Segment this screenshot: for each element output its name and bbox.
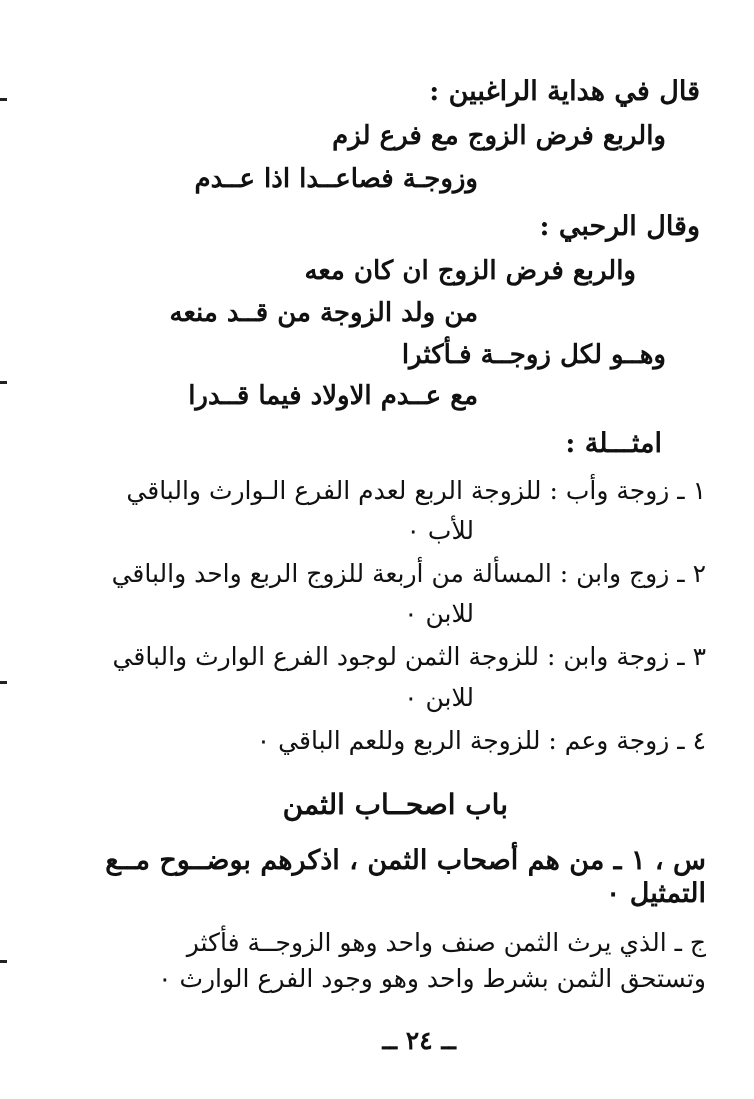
examples-heading: امثـــلة : [565,428,662,459]
question-line-1: س ، ١ ـ من هم أصحاب الثمن ، اذكرهم بوضــوح مــع [105,845,706,876]
example-2-line-1: ٢ ـ زوج وابن : المسألة من أربعة للزوج الربع واحد والباقي [111,559,706,588]
answer-line-1: ج ـ الذي يرث الثمن صنف واحد وهو الزوجــة فأكثر [186,928,706,957]
example-2-line-2: للابن ٠ [404,599,474,628]
example-4-line: ٤ ـ زوجة وعم : للزوجة الربع وللعم الباقي ٠ [256,726,706,755]
rajibin-heading: قال في هداية الراغبين : [429,76,700,107]
rajibin-verse-2: وزوجـة فصاعــدا اذا عــدم [194,164,478,194]
rajibin-verse-1: والربع فرض الزوج مع فرع لزم [332,121,666,151]
margin-mark [0,381,7,384]
page-number: ــ ٢٤ ــ [382,1026,456,1055]
rahbi-verse-3: وهــو لكل زوجــة فـأكثرا [401,340,666,370]
example-1-line-1: ١ ـ زوجة وأب : للزوجة الربع لعدم الفرع الـوارث والباقي [126,476,706,505]
rahbi-verse-2: من ولد الزوجة من قــد منعه [169,298,478,328]
margin-mark [0,98,7,101]
margin-mark [0,681,7,684]
example-3-line-1: ٣ ـ زوجة وابن : للزوجة الثمن لوجود الفرع الوارث والباقي [112,642,706,671]
chapter-title: باب اصحــاب الثمن [282,788,508,821]
example-3-line-2: للابن ٠ [404,683,474,712]
example-1-line-2: للأب ٠ [406,516,474,545]
answer-line-2: وتستحق الثمن بشرط واحد وهو وجود الفرع الوارث ٠ [158,964,706,993]
margin-mark [0,960,7,963]
rahbi-verse-1: والربع فرض الزوج ان كان معه [304,256,636,286]
question-line-2: التمثيل ٠ [605,878,706,909]
rahbi-verse-4: مع عــدم الاولاد فيما قــدرا [188,381,478,411]
rahbi-heading: وقال الرحبي : [539,211,700,242]
